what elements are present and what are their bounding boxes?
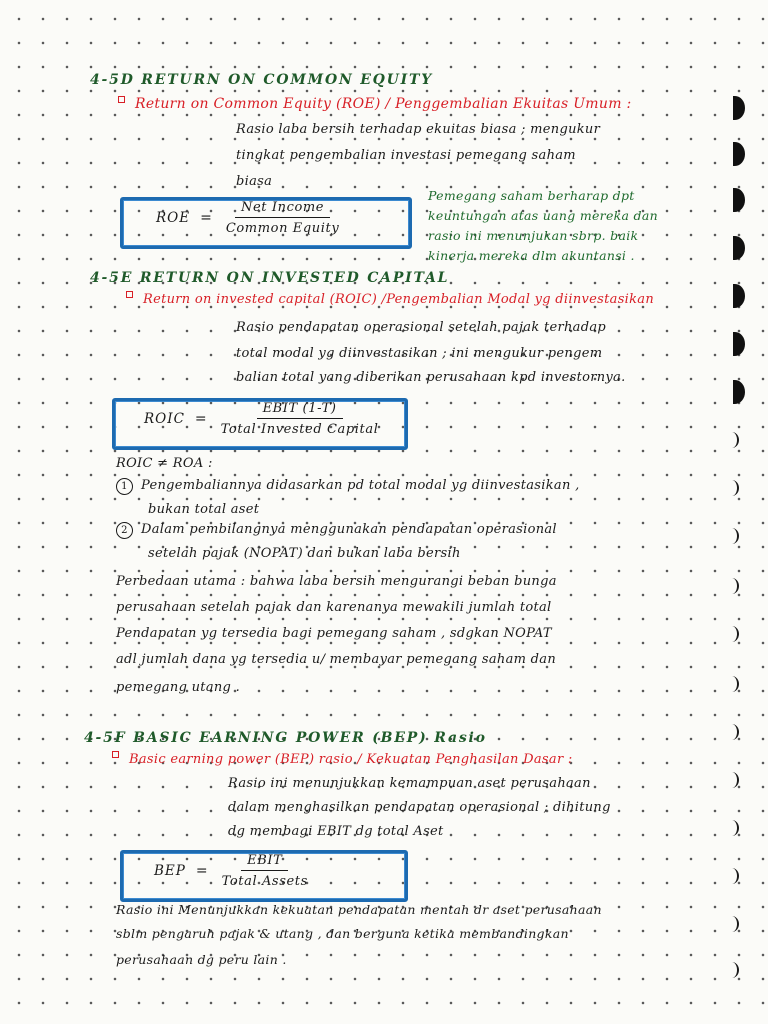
bullet-icon (126, 291, 133, 298)
paragraph-line: Perbedaan utama : bahwa laba bersih mengurangi beban bunga (116, 574, 557, 589)
desc-line: balian total yang diberikan perusahaan kpd investornya. (236, 370, 626, 385)
section-heading-roic: 4-5E RETURN ON INVESTED CAPITAL (90, 270, 450, 286)
paragraph-line: Pendapatan yg tersedia bagi pemegang saham , sdgkan NOPAT (116, 626, 552, 641)
section-subtitle-roe (118, 96, 632, 112)
formula-numerator: EBIT (1-T) (257, 401, 343, 419)
formula-roe (156, 200, 345, 236)
formula-denominator: Total Invested Capital (220, 422, 379, 437)
formula-denominator: Common Equity (225, 221, 340, 236)
bullet-icon (112, 751, 119, 758)
binder-hole-icon (725, 916, 739, 932)
subtitle-text: Return on invested capital (ROIC) /Pengembalian Modal yg diinvestasikan (143, 292, 655, 307)
binder-hole-icon (725, 480, 739, 496)
binder-hole-icon (725, 578, 739, 594)
formula-equals: = (195, 863, 208, 879)
bullet-icon (118, 96, 125, 103)
formula-equals: = (200, 210, 212, 226)
binder-hole-icon (725, 432, 739, 448)
formula-numerator: EBIT (241, 853, 288, 871)
binder-hole-icon (725, 962, 739, 978)
formula-bep (154, 853, 314, 889)
paragraph-line: perusahaan setelah pajak dan karenanya mewakili jumlah total (116, 600, 552, 615)
roic-vs-roa: ROIC ≠ ROA : (116, 456, 213, 471)
side-note-line: Pemegang saham berharap dpt (428, 188, 635, 203)
point-text: Pengembaliannya didasarkan pd total modal yg diinvestasikan , (141, 478, 580, 493)
subtitle-text: Basic earning power (BEP) rasio / Kekuatan Penghasilan Dasar : (129, 752, 573, 767)
formula-equals: = (194, 411, 207, 427)
binder-hole-icon (725, 142, 745, 166)
section-heading-roe: 4-5D RETURN ON COMMON EQUITY (90, 72, 434, 88)
formula-denominator: Total Assets (221, 874, 308, 889)
formula-lhs: BEP (154, 863, 186, 879)
binder-hole-icon (725, 188, 745, 212)
paragraph-line: pemegang utang . (116, 680, 241, 695)
binder-hole-icon (725, 236, 745, 260)
paragraph-line: Rasio ini Menunjukkan kekuatan pendapatan mentah dr aset perusahaan (116, 902, 602, 917)
point-text: setelah pajak (NOPAT) dan bukan laba bersih (148, 546, 461, 561)
binder-hole-icon (725, 820, 739, 836)
point-2 (116, 522, 557, 539)
binder-hole-icon (725, 676, 739, 692)
binder-hole-icon (725, 626, 739, 642)
side-note-line: rasio ini menunjukan sbrp. baik (428, 228, 639, 243)
binder-hole-icon (725, 284, 745, 308)
formula-numerator: Net Income (235, 200, 330, 218)
side-note-line: kinerja mereka dlm akuntansi . (428, 248, 635, 263)
desc-line: dalam menghasilkan pendapatan operasional ; dihitung (228, 800, 611, 815)
subtitle-text: Return on Common Equity (ROE) / Penggembalian Ekuitas Umum : (135, 96, 632, 112)
desc-line: biasa (236, 174, 273, 189)
binder-hole-icon (725, 332, 745, 356)
section-subtitle-bep (112, 752, 573, 767)
formula-roic (144, 401, 385, 437)
paragraph-line: perusahaan dg peru lain . (116, 952, 287, 967)
binder-hole-icon (725, 724, 739, 740)
desc-line: tingkat pengembalian investasi pemegang saham (236, 148, 576, 163)
binder-hole-icon (725, 96, 745, 120)
side-note-line: keuntungan atas uang mereka dan (428, 208, 658, 223)
desc-line: Rasio pendapatan operasional setelah pajak terhadap (236, 320, 607, 335)
section-subtitle-roic (126, 292, 654, 307)
formula-lhs: ROE (156, 210, 191, 226)
desc-line: Rasio laba bersih terhadap ekuitas biasa ; mengukur (236, 122, 601, 137)
number-2-icon: 2 (116, 522, 133, 539)
paragraph-line: sblm pengaruh pajak & utang , dan berguna ketika membandingkan (116, 926, 569, 941)
section-heading-bep: 4-5F BASIC EARNING POWER (BEP) Rasio (84, 730, 487, 746)
binder-hole-icon (725, 772, 739, 788)
binder-hole-icon (725, 380, 745, 404)
desc-line: dg membagi EBIT dg total Aset (228, 824, 444, 839)
paragraph-line: adl jumlah dana yg tersedia u/ membayar pemegang saham dan (116, 652, 557, 667)
desc-line: total modal yg diinvestasikan ; ini mengukur pengem (236, 346, 603, 361)
binder-hole-icon (725, 868, 739, 884)
desc-line: Rasio ini menunjukkan kemampuan aset perusahaan (228, 776, 591, 791)
point-1 (116, 478, 580, 495)
point-text: Dalam pembilangnya menggunakan pendapatan operasional (141, 522, 557, 537)
binder-hole-icon (725, 528, 739, 544)
point-text: bukan total aset (148, 502, 260, 517)
number-1-icon: 1 (116, 478, 133, 495)
formula-lhs: ROIC (144, 411, 185, 427)
